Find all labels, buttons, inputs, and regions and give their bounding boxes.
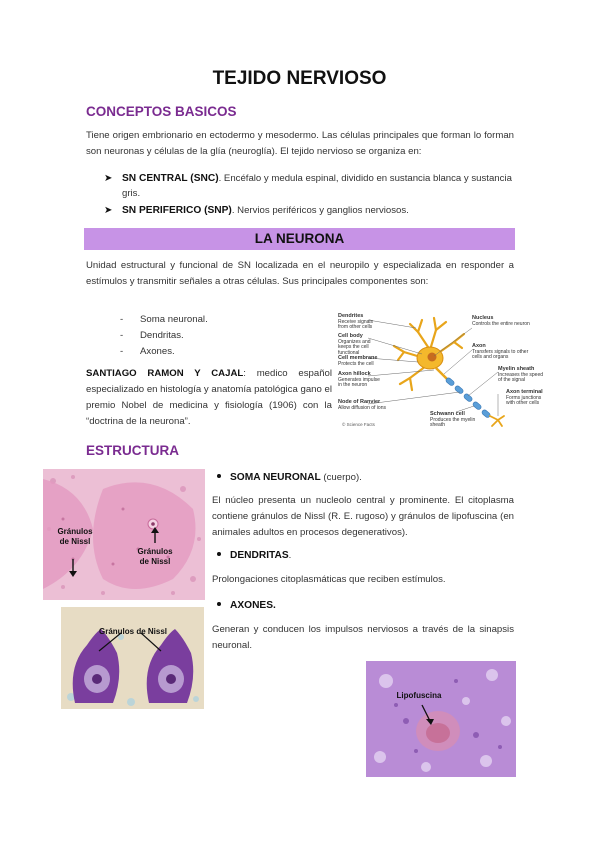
label-axon: Axon Transfers signals to other cells and organs <box>472 343 529 360</box>
list-item-label: SN PERIFERICO (SNP) <box>122 205 232 216</box>
arrow-bullet-icon: ➤ <box>104 173 113 184</box>
label-axon-terminal: Axon terminal Forms junctions with other cells <box>506 389 543 406</box>
section-heading-estructura: ESTRUCTURA <box>86 443 179 458</box>
neurona-intro: Unidad estructural y funcional de SN localizada en el neuropilo y especializada en responder a estímulos y transmitir señales a otras células. Sus principales componentes son: <box>86 260 514 287</box>
neuron-diagram <box>338 312 548 432</box>
section-heading-conceptos: CONCEPTOS BASICOS <box>86 104 237 119</box>
list-item-label: SN CENTRAL (SNC) <box>122 173 219 184</box>
image-label: Gránulos de Nissl <box>57 527 93 546</box>
label-dendrites: Dendrites Receive signals from other cells <box>338 313 374 330</box>
diagram-credit: © Science Facts <box>342 422 375 427</box>
list-item: - Soma neuronal. <box>120 314 208 325</box>
arrow-bullet-icon: ➤ <box>104 205 113 216</box>
label-nucleus: Nucleus Controls the entire neuron <box>472 315 530 327</box>
soma-title: SOMA NEURONAL (cuerpo). <box>230 470 514 485</box>
list-item: - Dendritas. <box>120 330 184 341</box>
nissl-micrograph-2 <box>61 607 204 709</box>
section-banner-neurona: LA NEURONA <box>84 228 515 250</box>
list-item-text: . Nervios periféricos y ganglios nerviosos. <box>231 205 409 216</box>
label-myelin-sheath: Myelin sheath Increases the speed of the signal <box>498 366 544 383</box>
axones-title: AXONES. <box>230 598 514 613</box>
axones-description: Generan y conducen los impulsos nerviosos a través de la sinapsis neuronal. <box>212 624 514 651</box>
list-item <box>104 203 514 218</box>
page-title: TEJIDO NERVIOSO <box>212 68 387 89</box>
label-node-ranvier: Node of Ranvier Allow diffusion of ions <box>338 399 386 411</box>
dendritas-title: DENDRITAS. <box>230 548 514 563</box>
soma-description: El núcleo presenta un nucleolo central y prominente. El citoplasma contiene gránulos de Nissl (R. E. rugoso) y gránulos de lipofuscina (en animales adultos en procesos degenerativos). <box>212 495 514 538</box>
image-label: Lipofuscina <box>396 691 442 700</box>
cajal-paragraph <box>86 366 332 430</box>
list-item: - Axones. <box>120 346 175 357</box>
component-list <box>120 312 300 360</box>
nissl-micrograph-1 <box>43 469 205 600</box>
bullet-dot-icon <box>217 474 221 478</box>
label-cell-membrane: Cell membrane Protects the cell <box>338 355 378 367</box>
image-label: Gránulos de Nissl <box>98 627 168 636</box>
image-label: Gránulos de Nissl <box>137 547 173 566</box>
cajal-text: : medico español especializado en histología y anatomía patológica gano el premio Nobel de medicina y fisiología (1906) con la “doctrina de la neurona”. <box>86 368 333 427</box>
bullet-dot-icon <box>217 602 221 606</box>
conceptos-intro: Tiene origen embrionario en ectodermo y mesodermo. Las células principales que forman lo forman son neuronas y células de la glía (neuroglía). El tejido nervioso se organiza en: <box>86 130 514 157</box>
dendritas-description: Prolongaciones citoplasmáticas que reciben estímulos. <box>212 574 446 585</box>
cajal-name: SANTIAGO RAMON Y CAJAL <box>86 368 244 379</box>
label-schwann-cell: Schwann cell Produces the myelin sheath <box>430 411 476 428</box>
bullet-dot-icon <box>217 552 221 556</box>
label-axon-hillock: Axon hillock Generates impulse in the neuron <box>338 371 380 388</box>
list-item <box>104 171 514 201</box>
list-item-text: . Encéfalo y medula espinal, dividido en sustancia blanca y sustancia gris. <box>122 173 512 199</box>
label-cell-body: Cell body Organizes and keeps the cell functional <box>338 333 371 356</box>
lipofuscina-micrograph <box>366 661 516 777</box>
